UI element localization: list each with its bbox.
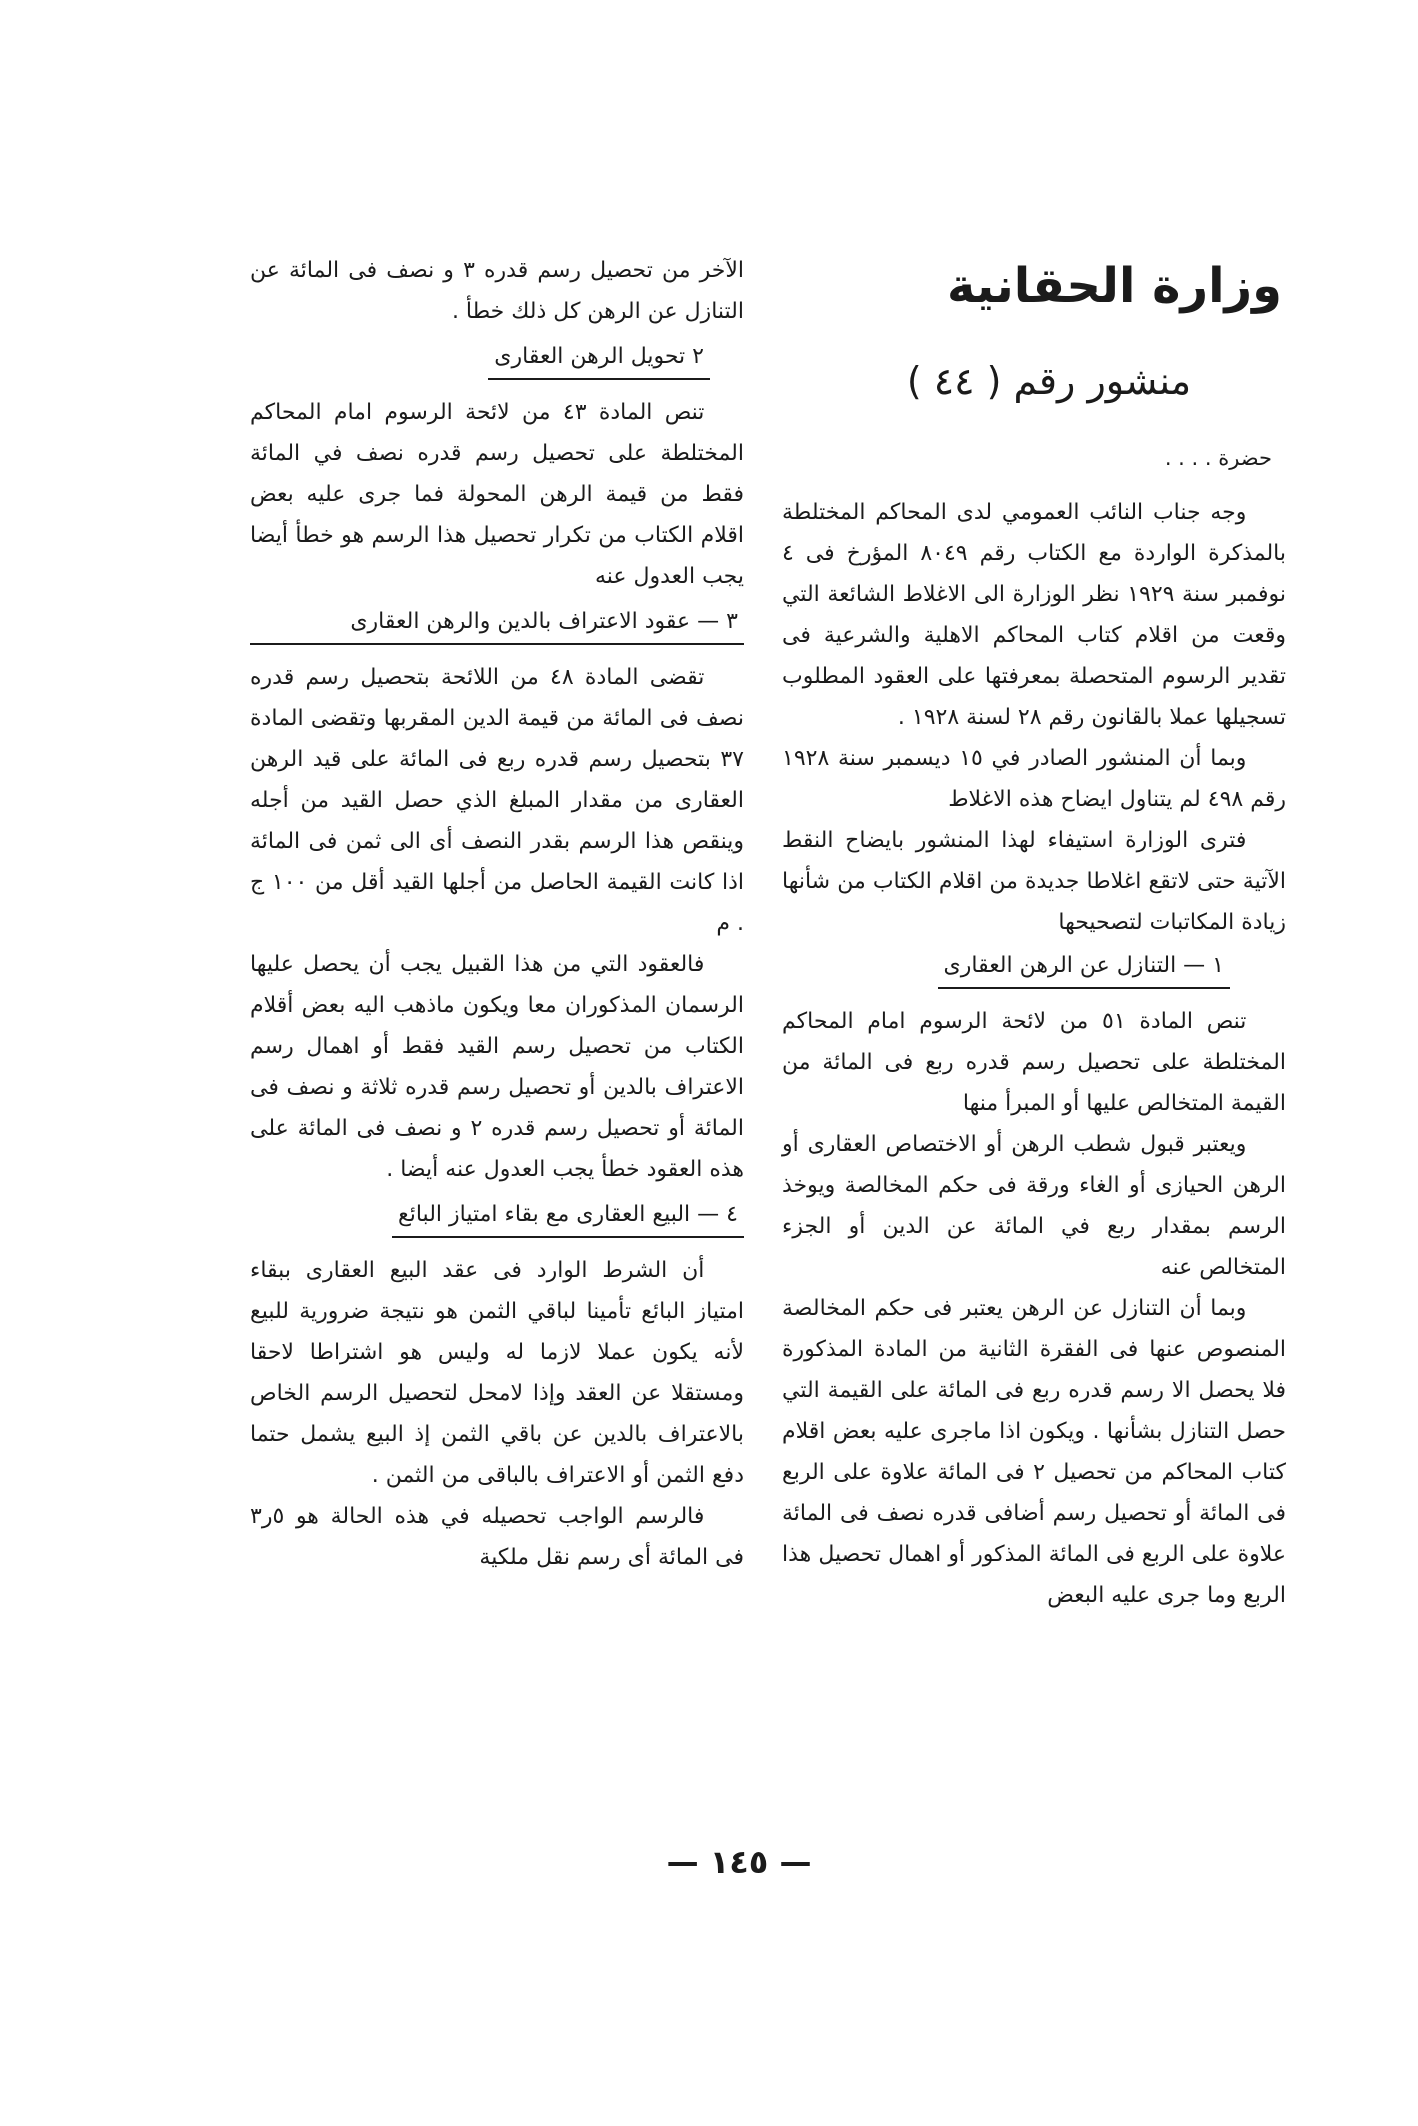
paragraph: تنص المادة ٥١ من لائحة الرسوم امام المحاكم المختلطة على تحصيل رسم قدره ربع فى المائة من القيمة المتخالص عليها أو المبرأ منها xyxy=(782,1009,1286,1116)
paragraph: فالرسم الواجب تحصيله في هذه الحالة هو ٥ر٣ فى المائة أى رسم نقل ملكية xyxy=(250,1504,744,1570)
paragraph: فترى الوزارة استيفاء لهذا المنشور بايضاح النقط الآتية حتى لاتقع اغلاطا جديدة من اقلام الكتاب من شأنها زيادة المكاتبات لتصحيحها xyxy=(782,828,1286,935)
section-heading-text: ٣ — عقود الاعتراف بالدين والرهن العقارى xyxy=(250,603,744,645)
paragraph: ويعتبر قبول شطب الرهن أو الاختصاص العقارى أو الرهن الحيازى أو الغاء ورقة فى حكم المخالصة ويوخذ الرسم بمقدار ربع في المائة عن الدين أو الجزء المتخالص عنه xyxy=(782,1132,1286,1280)
paragraph: وجه جناب النائب العمومي لدى المحاكم المختلطة بالمذكرة الواردة مع الكتاب رقم ٨٠٤٩ المؤرخ فى ٤ نوفمبر سنة ١٩٢٩ نظر الوزارة الى الاغلاط الشائعة التي وقعت من اقلام كتاب المحاكم الاهلية والشرعية فى تقدير الرسوم المتحصلة بمعرفتها على العقود المطلوب تسجيلها عملا بالقانون رقم ٢٨ لسنة ١٩٢٨ . xyxy=(782,500,1287,730)
salutation: حضرة . . . . xyxy=(1164,446,1272,470)
section-heading-text: ١ — التنازل عن الرهن العقارى xyxy=(938,947,1230,989)
paragraph: وبما أن المنشور الصادر في ١٥ ديسمبر سنة ١٩٢٨ رقم ٤٩٨ لم يتناول ايضاح هذه الاغلاط xyxy=(782,746,1286,812)
paragraph: أن الشرط الوارد فى عقد البيع العقارى ببقاء امتياز البائع تأمينا لباقي الثمن هو نتيجة ضرورية للبيع لأنه يكون عملا لازما له وليس هو اشتراطا لاحقا ومستقلا عن العقد وإذا لامحل لتحصيل الرسم الخاص بالاعتراف بالدين عن باقي الثمن إذ البيع يشمل حتما دفع الثمن أو الاعتراف بالباقى من الثمن . xyxy=(250,1258,744,1488)
section-heading xyxy=(250,338,744,380)
right-column-body xyxy=(782,492,1286,1616)
ministry-title: وزارة الحقانية xyxy=(947,258,1282,314)
continuation-paragraph: الآخر من تحصيل رسم قدره ٣ و نصف فى المائة عن التنازل عن الرهن كل ذلك خطأ . xyxy=(250,258,745,324)
paragraph: وبما أن التنازل عن الرهن يعتبر فى حكم المخالصة المنصوص عنها فى الفقرة الثانية من المادة المذكورة فلا يحصل الا رسم قدره ربع فى المائة على القيمة التي حصل التنازل بشأنها . ويكون اذا ماجرى عليه بعض اقلام كتاب المحاكم من تحصيل ٢ فى المائة علاوة على الربع فى المائة أو تحصيل رسم أضافى قدره نصف فى المائة علاوة على الربع فى المائة المذكور أو اهمال تحصيل هذا الربع وما جرى عليه البعض xyxy=(782,1296,1286,1608)
paragraph: تنص المادة ٤٣ من لائحة الرسوم امام المحاكم المختلطة على تحصيل رسم قدره نصف في المائة فقط من قيمة الرهن المحولة فما جرى عليه بعض اقلام الكتاب من تكرار تحصيل هذا الرسم هو خطأ أيضا يجب العدول عنه xyxy=(250,400,744,589)
right-column xyxy=(782,252,1286,1616)
paragraph: تقضى المادة ٤٨ من اللائحة بتحصيل رسم قدره نصف فى المائة من قيمة الدين المقربها وتقضى المادة ٣٧ بتحصيل رسم قدره ربع فى المائة على قيد الرهن العقارى من مقدار المبلغ الذي حصل القيد من أجله وينقص هذا الرسم بقدر النصف أى الى ثمن فى المائة اذا كانت القيمة الحاصل من أجلها القيد أقل من ١٠٠ ج . م xyxy=(250,665,745,936)
circular-title: منشور رقم ( ٤٤ ) xyxy=(906,359,1192,403)
section-heading xyxy=(782,947,1286,989)
page-number: — ١٤٥ — xyxy=(666,1843,812,1881)
left-column xyxy=(250,250,744,1578)
section-heading xyxy=(250,603,744,645)
section-heading xyxy=(250,1196,744,1238)
paragraph: فالعقود التي من هذا القبيل يجب أن يحصل عليها الرسمان المذكوران معا ويكون ماذهب اليه بعض أقلام الكتاب من تحصيل رسم القيد فقط أو اهمال رسم الاعتراف بالدين أو تحصيل رسم قدره ثلاثة و نصف فى المائة أو تحصيل رسم قدره ٢ و نصف فى المائة على هذه العقود خطأ يجب العدول عنه أيضا . xyxy=(250,952,744,1182)
section-heading-text: ٤ — البيع العقارى مع بقاء امتياز البائع xyxy=(392,1196,744,1238)
section-heading-text: ٢ تحويل الرهن العقارى xyxy=(488,338,710,380)
